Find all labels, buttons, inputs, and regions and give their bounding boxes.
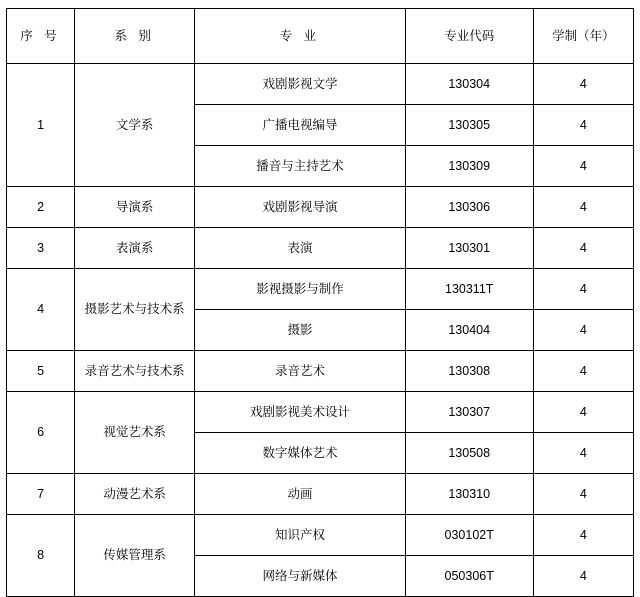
cell-major-code: 130309 xyxy=(405,146,533,187)
table-row xyxy=(7,474,634,515)
cell-major-code: 130307 xyxy=(405,392,533,433)
table-row xyxy=(7,187,634,228)
column-header-major-code: 专业代码 xyxy=(405,9,533,64)
cell-duration: 4 xyxy=(533,269,633,310)
cell-major: 网络与新媒体 xyxy=(195,556,405,597)
cell-major-code: 130404 xyxy=(405,310,533,351)
cell-major-code: 050306T xyxy=(405,556,533,597)
table-body xyxy=(7,64,634,597)
cell-department: 文学系 xyxy=(75,64,195,187)
cell-department: 录音艺术与技术系 xyxy=(75,351,195,392)
cell-duration: 4 xyxy=(533,392,633,433)
table-row xyxy=(7,269,634,310)
cell-major: 数字媒体艺术 xyxy=(195,433,405,474)
cell-major: 播音与主持艺术 xyxy=(195,146,405,187)
cell-department: 表演系 xyxy=(75,228,195,269)
cell-major-code: 130301 xyxy=(405,228,533,269)
cell-sequence: 7 xyxy=(7,474,75,515)
cell-major-code: 130310 xyxy=(405,474,533,515)
cell-duration: 4 xyxy=(533,515,633,556)
cell-major-code: 130308 xyxy=(405,351,533,392)
table-row xyxy=(7,228,634,269)
document-page xyxy=(0,8,640,592)
cell-major: 戏剧影视文学 xyxy=(195,64,405,105)
cell-duration: 4 xyxy=(533,187,633,228)
cell-major: 摄影 xyxy=(195,310,405,351)
cell-sequence: 4 xyxy=(7,269,75,351)
cell-duration: 4 xyxy=(533,433,633,474)
cell-sequence: 3 xyxy=(7,228,75,269)
cell-major-code: 130304 xyxy=(405,64,533,105)
cell-major-code: 130508 xyxy=(405,433,533,474)
cell-duration: 4 xyxy=(533,474,633,515)
cell-duration: 4 xyxy=(533,105,633,146)
cell-department: 摄影艺术与技术系 xyxy=(75,269,195,351)
cell-major: 动画 xyxy=(195,474,405,515)
cell-major: 表演 xyxy=(195,228,405,269)
column-header-department: 系 别 xyxy=(75,9,195,64)
cell-major-code: 130311T xyxy=(405,269,533,310)
table-row xyxy=(7,392,634,433)
cell-major: 戏剧影视导演 xyxy=(195,187,405,228)
cell-major: 影视摄影与制作 xyxy=(195,269,405,310)
table-row xyxy=(7,64,634,105)
cell-major: 广播电视编导 xyxy=(195,105,405,146)
cell-major-code: 130305 xyxy=(405,105,533,146)
cell-duration: 4 xyxy=(533,146,633,187)
cell-department: 导演系 xyxy=(75,187,195,228)
column-header-seq: 序 号 xyxy=(7,9,75,64)
column-header-duration: 学制（年） xyxy=(533,9,633,64)
cell-duration: 4 xyxy=(533,310,633,351)
cell-sequence: 2 xyxy=(7,187,75,228)
cell-sequence: 6 xyxy=(7,392,75,474)
cell-sequence: 8 xyxy=(7,515,75,597)
cell-major-code: 130306 xyxy=(405,187,533,228)
table-header-row xyxy=(7,9,634,64)
cell-major: 录音艺术 xyxy=(195,351,405,392)
cell-duration: 4 xyxy=(533,556,633,597)
table-row xyxy=(7,351,634,392)
cell-duration: 4 xyxy=(533,64,633,105)
cell-duration: 4 xyxy=(533,351,633,392)
cell-department: 动漫艺术系 xyxy=(75,474,195,515)
cell-major: 戏剧影视美术设计 xyxy=(195,392,405,433)
cell-major-code: 030102T xyxy=(405,515,533,556)
column-header-major: 专 业 xyxy=(195,9,405,64)
cell-department: 传媒管理系 xyxy=(75,515,195,597)
table-row xyxy=(7,515,634,556)
table-header xyxy=(7,9,634,64)
cell-department: 视觉艺术系 xyxy=(75,392,195,474)
majors-table xyxy=(6,8,634,597)
cell-sequence: 5 xyxy=(7,351,75,392)
cell-major: 知识产权 xyxy=(195,515,405,556)
cell-duration: 4 xyxy=(533,228,633,269)
cell-sequence: 1 xyxy=(7,64,75,187)
